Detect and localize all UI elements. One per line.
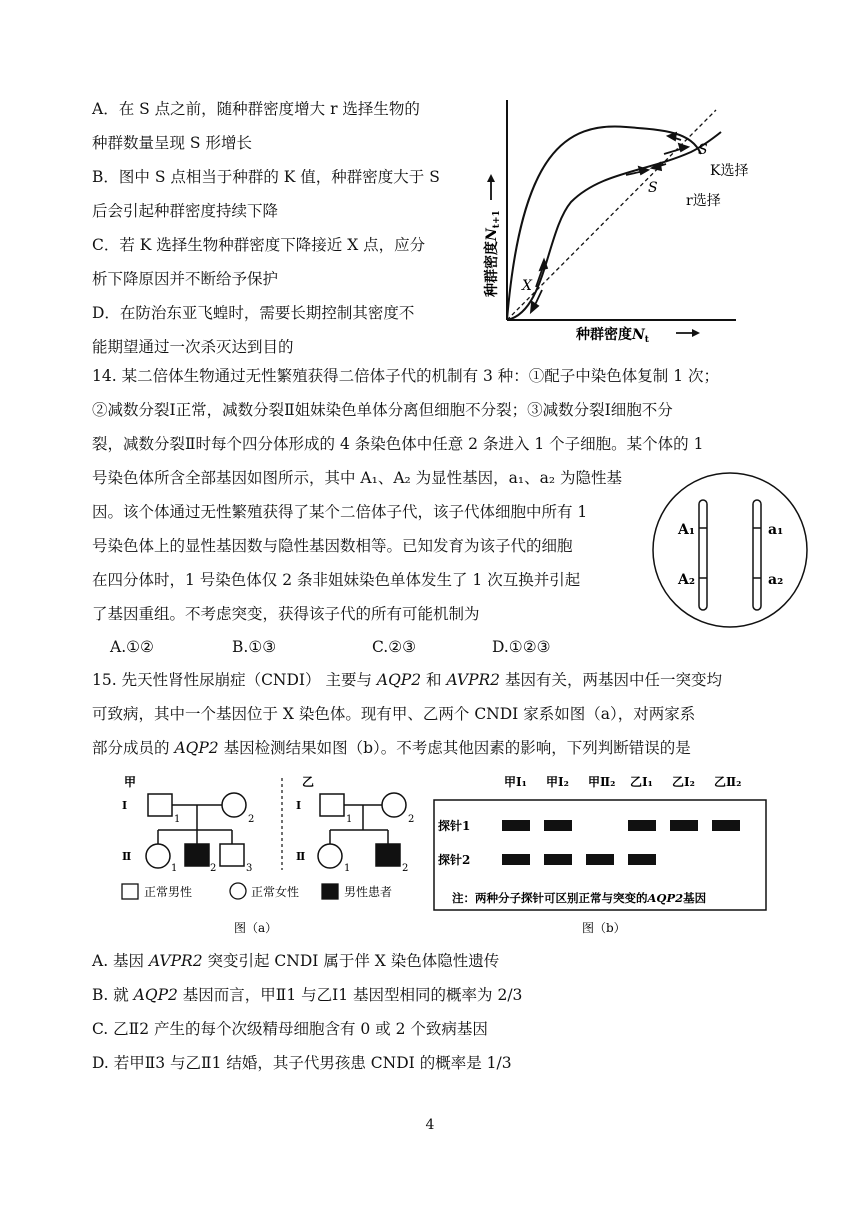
gen-label: Ⅰ — [122, 799, 128, 812]
individual-number: 1 — [346, 814, 353, 825]
jia-I2-normal-female — [222, 793, 246, 817]
y-axis-arrow — [487, 174, 495, 200]
col-header: 乙Ⅱ₂ — [714, 775, 742, 789]
q15-line-2: 可致病，其中一个基因位于 X 染色体。现有甲、乙两个 CNDI 家系如图（a），对两家系 — [92, 705, 696, 723]
jia-II1-normal-female — [146, 844, 170, 868]
yi-II2-affected-male — [376, 844, 400, 866]
q13-option-b-line2: 后会引起种群密度持续下降 — [92, 202, 279, 220]
gene-a1-dominant: A₁ — [678, 522, 695, 538]
q14-line-1: 14. 某二倍体生物通过无性繁殖获得二倍体子代的机制有 3 种：①配子中染色体复制 1 次； — [92, 367, 720, 385]
q13-option-a-line1: A．在 S 点之前，随种群密度增大 r 选择生物的 — [92, 100, 420, 118]
yi-I1-normal-male — [320, 794, 344, 816]
q13-option-c-line2: 析下降原因并不断给予保护 — [92, 270, 279, 288]
col-header: 甲Ⅰ₁ — [504, 775, 527, 789]
individual-number: 1 — [171, 863, 178, 874]
gen-label: Ⅰ — [296, 799, 302, 812]
probe2-band-2 — [544, 854, 572, 865]
q15-pedigree-figure — [112, 772, 430, 940]
label-s-mid: S — [648, 180, 658, 196]
probe2-label: 探针2 — [438, 853, 471, 867]
q13-option-d-line1: D．在防治东亚飞蝗时，需要长期控制其密度不 — [92, 304, 415, 322]
yi-I2-normal-female — [382, 793, 406, 817]
q14-line-3: 裂，减数分裂Ⅱ时每个四分体形成的 4 条染色体中任意 2 条进入 1 个子细胞。某个体的 1 — [92, 435, 704, 453]
k-selection-curve — [507, 132, 721, 320]
fig-b-caption: 图（b） — [582, 921, 626, 935]
col-header: 乙Ⅰ₂ — [672, 775, 695, 789]
legend-normal-female: 正常女性 — [251, 885, 300, 899]
label-s-top: S — [698, 142, 708, 158]
label-r-selection: r选择 — [686, 193, 721, 209]
family-yi-label: 乙 — [302, 775, 315, 789]
col-header: 甲Ⅱ₂ — [588, 775, 616, 789]
column-headers — [504, 775, 741, 789]
x-axis-arrow — [676, 329, 700, 337]
label-x: X — [522, 278, 532, 294]
cell-outline — [653, 473, 807, 627]
chromosome-left — [699, 500, 707, 610]
q15-option-c: C. 乙Ⅱ2 产生的每个次级精母细胞含有 0 或 2 个致病基因 — [92, 1020, 488, 1038]
jia-I1-normal-male — [148, 794, 172, 816]
legend-normal-female-icon — [230, 883, 246, 899]
probe2-band-4 — [628, 854, 656, 865]
q15-option-d: D. 若甲Ⅱ3 与乙Ⅱ1 结婚，其子代男孩患 CNDI 的概率是 1/3 — [92, 1054, 512, 1072]
q14-choice-a: A.①② — [110, 638, 154, 656]
q14-chromosome-figure — [650, 470, 810, 630]
legend-normal-male-icon — [122, 884, 138, 899]
probe-note: 注：两种分子探针可区别正常与突变的AQP2基因 — [452, 891, 707, 905]
q13-option-a-line2: 种群数量呈现 S 形增长 — [92, 134, 252, 152]
probe1-band-2 — [544, 820, 572, 831]
jia-II3-normal-male — [220, 844, 244, 866]
individual-number: 1 — [174, 814, 181, 825]
probe2-band-3 — [586, 854, 614, 865]
q14-choice-d: D.①②③ — [492, 638, 551, 656]
q13-option-c-line1: C．若 K 选择生物种群密度下降接近 X 点，应分 — [92, 236, 426, 254]
jia-II2-affected-male — [185, 844, 209, 866]
probe1-label: 探针1 — [438, 819, 471, 833]
trend-arrows — [531, 133, 688, 312]
q14-line-8: 了基因重组。不考虑突变，获得该子代的所有可能机制为 — [92, 605, 480, 623]
gene-a2-recessive: a₂ — [768, 572, 784, 588]
q15-line-1: 15. 先天性肾性尿崩症（CNDI） 主要与 AQP2 和 AVPR2 基因有关，两基因中任一突变均 — [92, 671, 722, 689]
q15-option-b: B. 就 AQP2 基因而言，甲Ⅱ1 与乙Ⅰ1 基因型相同的概率为 2/3 — [92, 986, 523, 1004]
chromosome-right — [753, 500, 761, 610]
probe2-band-1 — [502, 854, 530, 865]
legend-normal-male: 正常男性 — [144, 885, 193, 899]
label-k-selection: K选择 — [710, 163, 749, 179]
individual-number: 1 — [344, 863, 351, 874]
probe1-band-5 — [670, 820, 698, 831]
individual-number: 2 — [248, 814, 255, 825]
individual-number: 2 — [402, 863, 409, 874]
probe1-band-1 — [502, 820, 530, 831]
gene-a1-recessive: a₁ — [768, 522, 784, 538]
q14-line-6: 号染色体上的显性基因数与隐性基因数相等。已知发育为该子代的细胞 — [92, 537, 573, 555]
q14-line-2: ②减数分裂Ⅰ正常，减数分裂Ⅱ姐妹染色单体分离但细胞不分裂；③减数分裂Ⅰ细胞不分 — [92, 401, 673, 419]
q13-option-b-line1: B．图中 S 点相当于种群的 K 值，种群密度大于 S — [92, 168, 440, 186]
legend-affected-male-icon — [322, 884, 338, 899]
q14-choice-c: C.②③ — [372, 638, 417, 656]
gene-a2-dominant: A₂ — [678, 572, 695, 588]
yi-II1-normal-female — [318, 844, 342, 868]
q14-line-4: 号染色体所含全部基因如图所示，其中 A₁、A₂ 为显性基因，a₁、a₂ 为隐性基 — [92, 469, 623, 487]
q14-line-7: 在四分体时，1 号染色体仅 2 条非姐妹染色单体发生了 1 次互换并引起 — [92, 571, 581, 589]
probe-bands — [502, 820, 740, 865]
legend-affected-male: 男性患者 — [344, 885, 393, 899]
fig-a-caption: 图（a） — [234, 921, 278, 935]
individual-number: 2 — [210, 863, 217, 874]
individual-number: 2 — [408, 814, 415, 825]
y-axis-label: 种群密度$N_{t+1}$ — [484, 210, 502, 297]
col-header: 甲Ⅰ₂ — [546, 775, 569, 789]
equilibrium-line — [507, 110, 716, 320]
probe1-band-4 — [628, 820, 656, 831]
q14-line-5: 因。该个体通过无性繁殖获得了某个二倍体子代，该子代体细胞中所有 1 — [92, 503, 588, 521]
x-axis-label: 种群密度$N_t$ — [576, 327, 649, 345]
family-jia-label: 甲 — [124, 775, 137, 789]
q13-population-figure — [476, 92, 776, 354]
q15-option-a: A. 基因 AVPR2 突变引起 CNDI 属于伴 X 染色体隐性遗传 — [92, 952, 500, 970]
q15-line-3: 部分成员的 AQP2 基因检测结果如图（b）。不考虑其他因素的影响，下列判断错误的是 — [92, 739, 691, 757]
q15-probe-figure — [432, 772, 772, 940]
q13-option-d-line2: 能期望通过一次杀灭达到目的 — [92, 338, 294, 356]
q14-choice-b: B.①③ — [232, 638, 277, 656]
col-header: 乙Ⅰ₁ — [630, 775, 653, 789]
gen-label: Ⅱ — [122, 850, 132, 863]
individual-number: 3 — [246, 863, 253, 874]
probe1-band-6 — [712, 820, 740, 831]
gen-label: Ⅱ — [296, 850, 306, 863]
page-number: 4 — [425, 1117, 435, 1133]
